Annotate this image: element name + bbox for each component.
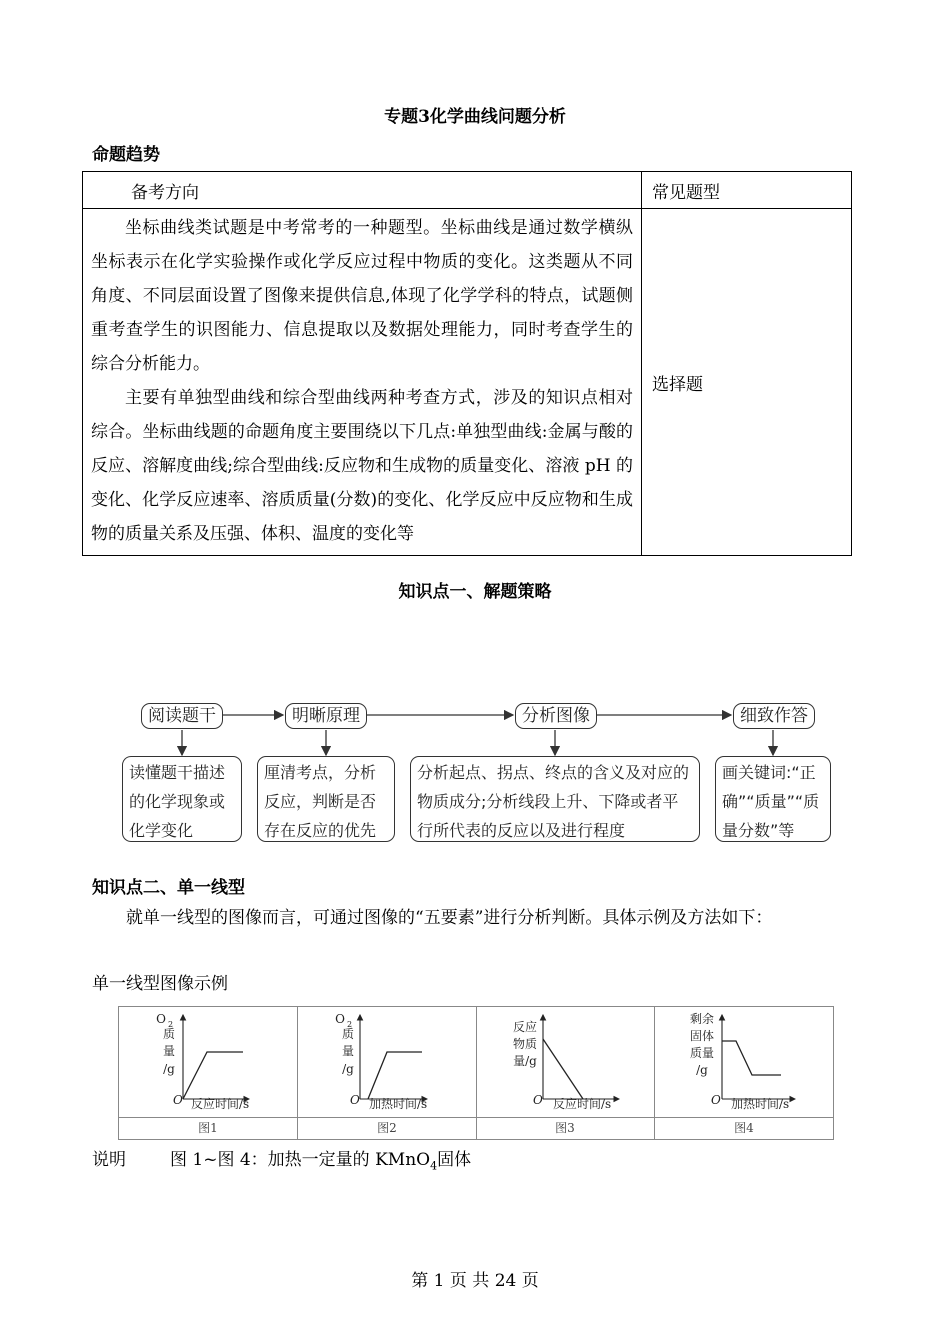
figure-4 xyxy=(690,1012,795,1111)
page-footer: 第 1 页 共 24 页 xyxy=(411,1271,539,1291)
prep-paragraph-2: 主要有单独型曲线和综合型曲线两种考查方式，涉及的知识点相对综合。坐标曲线题的命题角度主要围绕以下几点:单独型曲线:金属与酸的反应、溶解度曲线;综合型曲线:反应物和生成物的质量变化、溶液 pH 的变化、化学反应速率、溶质质量(分数)的变化、化学反应中反应物和生成物的质量关系及压强、体积、温度的变化等 xyxy=(91,388,633,544)
header-question-type: 常见题型 xyxy=(642,172,852,209)
fig3-y2: 物质 xyxy=(512,1037,538,1051)
page-title: 专题3化学曲线问题分析 xyxy=(384,107,566,127)
fig1-origin: O xyxy=(173,1093,183,1107)
figure-graphs xyxy=(119,1007,833,1117)
table-row xyxy=(83,209,852,556)
fig2-xlabel: 加热时间/s xyxy=(369,1097,428,1111)
fig2-y2: 质 xyxy=(341,1027,355,1041)
prep-paragraph-1: 坐标曲线类试题是中考常考的一种题型。坐标曲线是通过数学横纵坐标表示在化学实验操作或化学反应过程中物质的变化。这类题从不同角度、不同层面设置了图像来提供信息,体现了化学学科的特点，试题侧重考查学生的识图能力、信息提取以及数据处理能力，同时考查学生的综合分析能力。 xyxy=(91,218,633,374)
fig3-y1: 反应 xyxy=(512,1020,538,1034)
note-tail: 固体 xyxy=(437,1150,472,1170)
note-subscript: 4 xyxy=(430,1159,438,1173)
fig3-caption: 图3 xyxy=(555,1121,575,1135)
figure-row xyxy=(118,1006,834,1140)
figure-1 xyxy=(156,1012,249,1111)
fig3-y3: 量/g xyxy=(513,1054,537,1068)
fig3-origin: O xyxy=(533,1093,543,1107)
question-type-cell: 选择题 xyxy=(642,209,852,556)
kp1-heading: 知识点一、解题策略 xyxy=(398,582,552,602)
header-prep-direction: 备考方向 xyxy=(83,172,642,209)
fig1-curve xyxy=(183,1052,243,1099)
fig1-y3: 量 xyxy=(162,1044,176,1058)
fig2-y1-sub: 2 xyxy=(347,1020,353,1029)
fig3-curve xyxy=(543,1039,583,1099)
table-header-row xyxy=(83,172,852,209)
fig2-y4: /g xyxy=(342,1062,354,1076)
flow-step-analyze: 分析图像 xyxy=(515,703,597,729)
fig4-y3: 质量 xyxy=(689,1046,715,1060)
flow-detail-answer: 画关键词:“正确”“质量”“质量分数”等 xyxy=(715,756,831,842)
fig1-y1-sub: 2 xyxy=(168,1020,174,1029)
note-text xyxy=(170,1143,471,1183)
fig4-y1: 剩余 xyxy=(689,1012,715,1026)
note-main: 图 1~图 4：加热一定量的 KMnO xyxy=(170,1150,431,1170)
kp2-text: 就单一线型的图像而言，可通过图像的“五要素”进行分析判断。具体示例及方法如下： xyxy=(126,908,773,928)
fig2-origin: O xyxy=(350,1093,360,1107)
note-label: 说明 xyxy=(92,1150,126,1170)
fig4-curve xyxy=(722,1041,781,1075)
fig4-origin: O xyxy=(711,1093,721,1107)
flow-detail-principle: 厘清考点，分析反应，判断是否存在反应的优先 xyxy=(257,756,395,842)
flow-detail-analyze: 分析起点、拐点、终点的含义及对应的物质成分;分析线段上升、下降或者平行所代表的反应以及进行程度 xyxy=(410,756,700,842)
figure-2 xyxy=(335,1012,427,1111)
flow-step-answer: 细致作答 xyxy=(733,703,815,729)
flow-arrows xyxy=(0,700,950,760)
fig4-xlabel: 加热时间/s xyxy=(731,1097,790,1111)
figure-3 xyxy=(513,1015,619,1111)
trend-table xyxy=(82,171,852,556)
flow-step-read: 阅读题干 xyxy=(141,703,223,729)
fig2-curve xyxy=(368,1052,422,1099)
fig4-y4: /g xyxy=(696,1063,708,1077)
fig2-y3: 量 xyxy=(341,1044,355,1058)
fig2-y1: O xyxy=(335,1012,345,1026)
fig1-caption: 图1 xyxy=(198,1121,218,1135)
example-label: 单一线型图像示例 xyxy=(92,974,228,994)
kp2-heading: 知识点二、单一线型 xyxy=(92,878,245,898)
fig4-y2: 固体 xyxy=(689,1029,715,1043)
fig1-y2: 质 xyxy=(162,1027,176,1041)
fig4-caption: 图4 xyxy=(734,1121,754,1135)
flow-detail-read: 读懂题干描述的化学现象或化学变化 xyxy=(122,756,242,842)
fig1-xlabel: 反应时间/s xyxy=(191,1097,250,1111)
fig3-xlabel: 反应时间/s xyxy=(553,1097,612,1111)
fig2-caption: 图2 xyxy=(377,1121,397,1135)
trend-heading: 命题趋势 xyxy=(92,145,160,165)
prep-direction-cell xyxy=(83,209,642,556)
fig1-y4: /g xyxy=(163,1062,175,1076)
fig1-y1: O xyxy=(156,1012,166,1026)
flow-step-principle: 明晰原理 xyxy=(285,703,367,729)
